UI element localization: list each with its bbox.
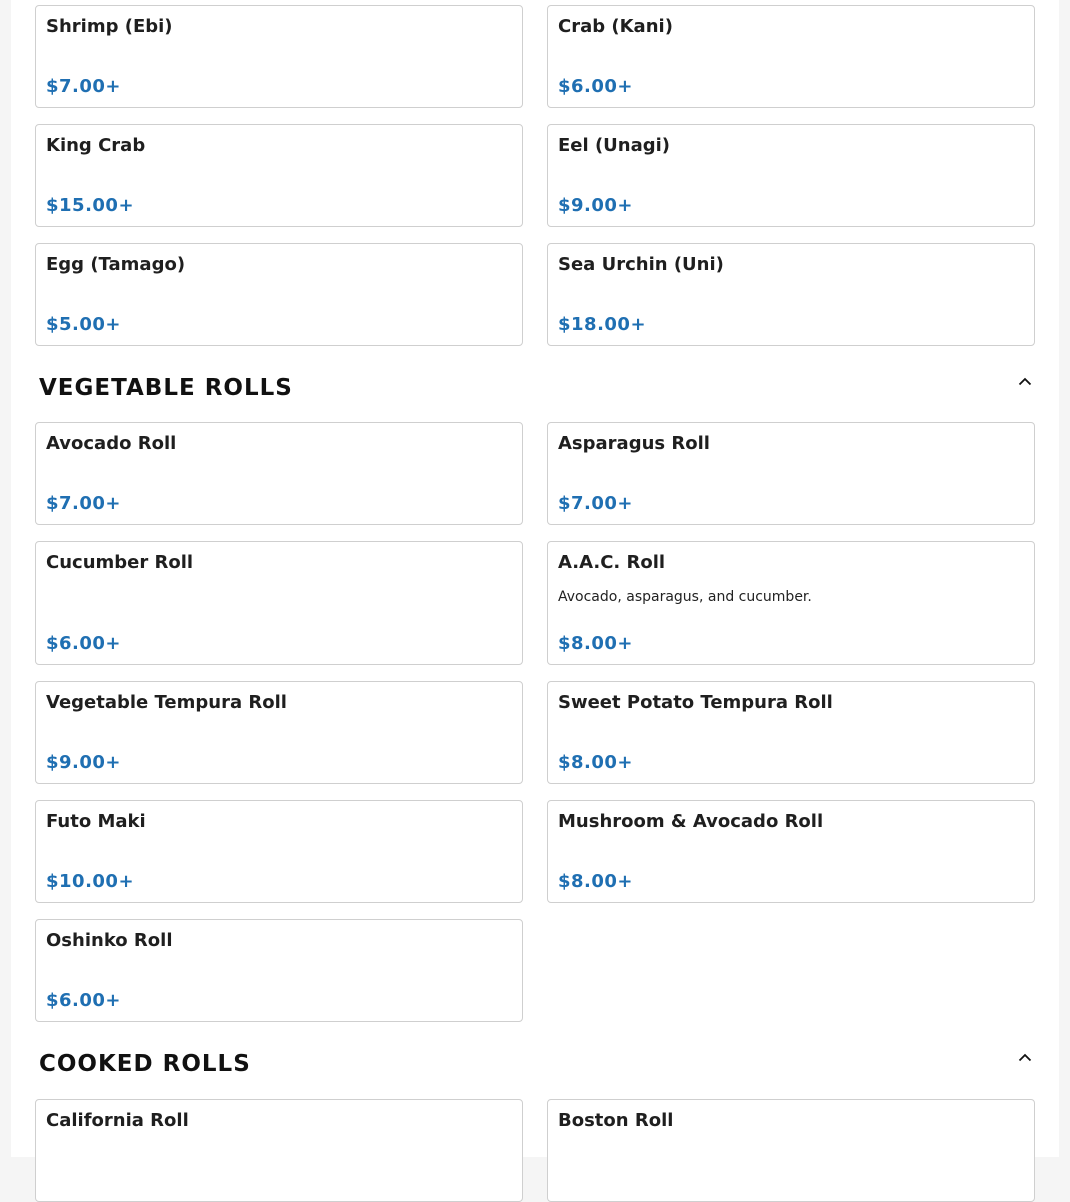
menu-item-name: Eel (Unagi) <box>558 135 671 156</box>
menu-item-card[interactable] <box>35 681 523 784</box>
menu-item-card[interactable] <box>35 919 523 1022</box>
chevron-up-icon[interactable] <box>1016 1048 1034 1066</box>
menu-item-description: Avocado, asparagus, and cucumber. <box>558 589 812 605</box>
section-title: COOKED ROLLS <box>39 1051 251 1077</box>
menu-item-price: $10.00+ <box>46 871 135 892</box>
menu-item-price: $6.00+ <box>46 990 122 1011</box>
menu-item-price: $8.00+ <box>558 871 634 892</box>
menu-item-name: California Roll <box>46 1110 189 1131</box>
menu-item-card[interactable] <box>547 541 1035 665</box>
menu-item-price: $5.00+ <box>46 314 122 335</box>
menu-item-name: A.A.C. Roll <box>558 552 666 573</box>
menu-item-name: Shrimp (Ebi) <box>46 16 173 37</box>
menu-item-name: Sweet Potato Tempura Roll <box>558 692 833 713</box>
menu-item-name: Cucumber Roll <box>46 552 194 573</box>
menu-item-name: Boston Roll <box>558 1110 674 1131</box>
menu-item-price: $9.00+ <box>558 195 634 216</box>
menu-item-card[interactable] <box>35 5 523 108</box>
menu-item-name: King Crab <box>46 135 146 156</box>
chevron-up-icon[interactable] <box>1016 372 1034 390</box>
menu-item-price: $8.00+ <box>558 633 634 654</box>
menu-item-price: $7.00+ <box>46 493 122 514</box>
vegetable-rolls-grid <box>35 422 1034 1022</box>
menu-item-price: $18.00+ <box>558 314 647 335</box>
menu-item-card[interactable] <box>547 422 1035 525</box>
menu-item-card[interactable] <box>35 1099 523 1202</box>
menu-item-price: $6.00+ <box>46 633 122 654</box>
menu-item-card[interactable] <box>547 243 1035 346</box>
menu-item-name: Egg (Tamago) <box>46 254 186 275</box>
menu-item-name: Mushroom & Avocado Roll <box>558 811 824 832</box>
menu-item-name: Sea Urchin (Uni) <box>558 254 724 275</box>
menu-item-card[interactable] <box>35 422 523 525</box>
menu-item-card[interactable] <box>547 800 1035 903</box>
cooked-rolls-grid <box>35 1099 1034 1202</box>
menu-item-card[interactable] <box>35 541 523 665</box>
menu-item-card[interactable] <box>35 124 523 227</box>
menu-item-name: Avocado Roll <box>46 433 177 454</box>
menu-item-card[interactable] <box>547 124 1035 227</box>
menu-item-price: $9.00+ <box>46 752 122 773</box>
menu-item-name: Crab (Kani) <box>558 16 673 37</box>
section-title: VEGETABLE ROLLS <box>39 375 293 401</box>
section-header-vegetable-rolls[interactable] <box>39 368 1034 408</box>
menu-item-price: $7.00+ <box>46 76 122 97</box>
menu-item-card[interactable] <box>547 681 1035 784</box>
menu-item-price: $8.00+ <box>558 752 634 773</box>
menu-item-card[interactable] <box>547 5 1035 108</box>
menu-item-name: Asparagus Roll <box>558 433 710 454</box>
menu-item-name: Oshinko Roll <box>46 930 173 951</box>
menu-item-name: Vegetable Tempura Roll <box>46 692 287 713</box>
menu-item-price: $6.00+ <box>558 76 634 97</box>
menu-item-card[interactable] <box>35 243 523 346</box>
nigiri-grid <box>35 5 1034 346</box>
menu-item-price: $15.00+ <box>46 195 135 216</box>
menu-page <box>11 0 1059 1157</box>
menu-item-card[interactable] <box>35 800 523 903</box>
menu-item-name: Futo Maki <box>46 811 146 832</box>
menu-item-card[interactable] <box>547 1099 1035 1202</box>
menu-item-price: $7.00+ <box>558 493 634 514</box>
section-header-cooked-rolls[interactable] <box>39 1044 1034 1084</box>
